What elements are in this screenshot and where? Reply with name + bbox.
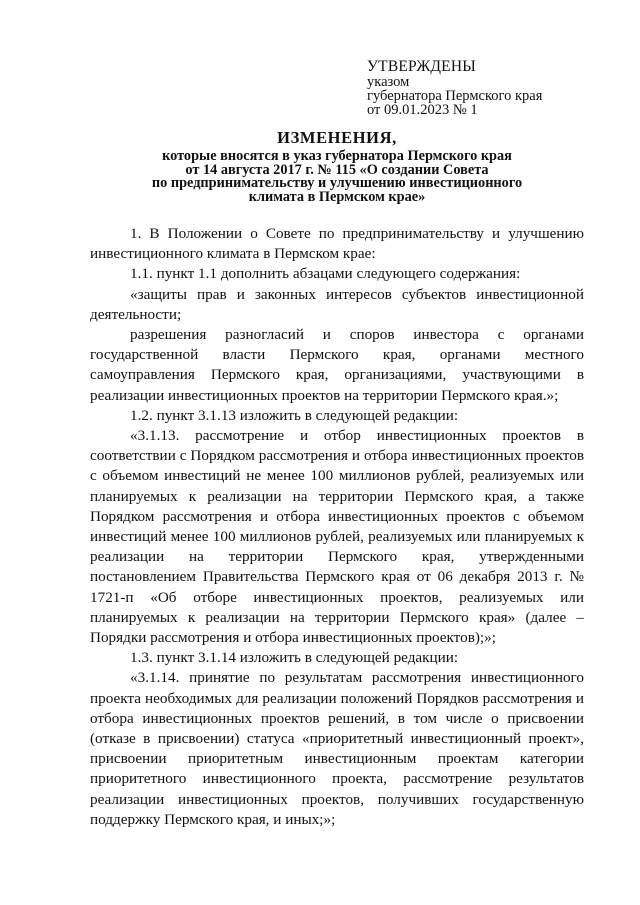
subtitle-line: по предпринимательству и улучшению инвестиционного	[151, 175, 523, 191]
subtitle-line: климата в Пермском крае»	[248, 188, 426, 205]
paragraph: 1. В Положении о Совете по предпринимательству и улучшению инвестиционного климата в Пермском крае:	[90, 225, 584, 263]
paragraph: «3.1.13. рассмотрение и отбор инвестиционных проектов в соответствии с Порядком рассмотрения и отбора инвестиционных проектов с объемом инвестиций не менее 100 миллионов рублей, реализуемых или планируемых к реализации на территории Пермского края, а также Порядком рассмотрения и отбора инвестиционных проектов с объемом инвестиций менее 100 миллионов рублей, реализуемых или планируемых к реализации на территории Пермского края, утвержденными постановлением Правительства Пермского края от 06 декабря 2013 г. № 1721-п «Об отборе инвестиционных проектов, реализуемых или планируемых к реализации на территории Пермского края» (далее – Порядки рассмотрения и отбора инвестиционных проектов);»;	[90, 427, 584, 647]
approval-line: указом	[367, 74, 410, 90]
subtitle-line: от 14 августа 2017 г. № 115 «О создании Совета	[185, 161, 489, 178]
document-body	[90, 224, 584, 830]
paragraph: 1.3. пункт 3.1.14 изложить в следующей редакции:	[130, 649, 459, 667]
paragraph: 1.2. пункт 3.1.13 изложить в следующей редакции:	[130, 406, 459, 424]
paragraph: разрешения разногласий и споров инвестора с органами государственной власти Пермского края, органами местного самоуправления Пермского края, организациями, участвующими в реализации инвестиционных проектов на территории Пермского края.»;	[90, 326, 584, 404]
document-subtitle	[90, 150, 584, 204]
paragraph: «защиты прав и законных интересов субъектов инвестиционной деятельности;	[90, 285, 584, 323]
approval-line: губернатора Пермского края	[367, 88, 543, 104]
paragraph: 1.1. пункт 1.1 дополнить абзацами следующего содержания:	[130, 265, 521, 283]
approval-title: УТВЕРЖДЕНЫ	[367, 58, 476, 75]
approval-stamp	[367, 58, 617, 117]
subtitle-line: которые вносятся в указ губернатора Пермского края	[162, 148, 512, 164]
document-title: ИЗМЕНЕНИЯ,	[277, 128, 397, 147]
approval-line: от 09.01.2023 № 1	[367, 102, 478, 118]
paragraph: «3.1.14. принятие по результатам рассмотрения инвестиционного проекта необходимых для реализации положений Порядков рассмотрения и отбора инвестиционных проектов решений, в том числе о присвоении (отказе в присвоении) статуса «приоритетный инвестиционный проект», присвоении приоритетным инвестиционным проектам категории приоритетного инвестиционного проекта, рассмотрение результатов реализации инвестиционных проектов, получивших государственную поддержку Пермского края, и иных;»;	[90, 669, 584, 828]
